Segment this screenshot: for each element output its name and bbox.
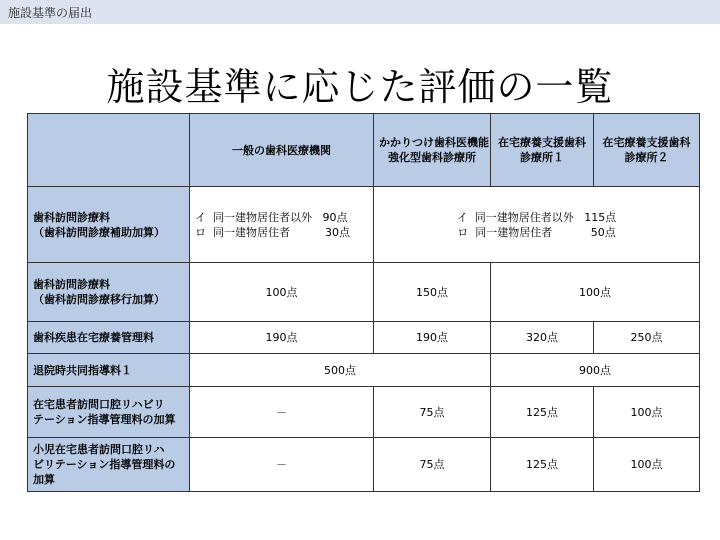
table-cell: 500点 <box>190 354 491 387</box>
table-cell: 75点 <box>374 387 491 438</box>
header-cell-general: 一般の歯科医療機関 <box>190 114 374 187</box>
row-label: 歯科訪問診療料 （歯科訪問診療移行加算） <box>28 263 190 322</box>
top-banner <box>0 0 720 24</box>
table-cell: 320点 <box>491 322 594 354</box>
table-cell: 100点 <box>594 438 700 492</box>
row-label: 在宅患者訪問口腔リハビリ テーション指導管理料の加算 <box>28 387 190 438</box>
header-cell-zaitaku-2: 在宅療養支援歯科 診療所２ <box>594 114 700 187</box>
table-cell: 100点 <box>491 263 700 322</box>
table-cell: イ 同一建物居住者以外 115点 ロ 同一建物居住者 50点 <box>374 187 700 263</box>
row-label: 歯科疾患在宅療養管理料 <box>28 322 190 354</box>
evaluation-table <box>27 113 700 492</box>
table-cell: 150点 <box>374 263 491 322</box>
header-cell-zaitaku-1: 在宅療養支援歯科 診療所１ <box>491 114 594 187</box>
row-label: 小児在宅患者訪問口腔リハ ビリテーション指導管理料の 加算 <box>28 438 190 492</box>
table-row <box>28 438 700 492</box>
table-cell: 190点 <box>190 322 374 354</box>
table-cell: 125点 <box>491 438 594 492</box>
table-cell: 100点 <box>190 263 374 322</box>
table-row <box>28 322 700 354</box>
table-cell: 75点 <box>374 438 491 492</box>
table-cell: 125点 <box>491 387 594 438</box>
table-cell: － <box>190 438 374 492</box>
page-title: 施設基準に応じた評価の一覧 <box>106 65 614 109</box>
table-cell: 250点 <box>594 322 700 354</box>
table-header-row <box>28 114 700 187</box>
table-row <box>28 187 700 263</box>
breadcrumb: 施設基準の届出 <box>8 6 93 20</box>
table-row <box>28 354 700 387</box>
table-cell: 190点 <box>374 322 491 354</box>
table-row <box>28 387 700 438</box>
row-label: 退院時共同指導料１ <box>28 354 190 387</box>
header-corner-cell <box>28 114 190 187</box>
table-cell: 100点 <box>594 387 700 438</box>
table-row <box>28 263 700 322</box>
header-cell-kakaritsuke: かかりつけ歯科医機能 強化型歯科診療所 <box>374 114 491 187</box>
table-cell: 900点 <box>491 354 700 387</box>
table-cell: イ 同一建物居住者以外 90点 ロ 同一建物居住者 30点 <box>190 187 374 263</box>
row-label: 歯科訪問診療料 （歯科訪問診療補助加算） <box>28 187 190 263</box>
table-cell: － <box>190 387 374 438</box>
